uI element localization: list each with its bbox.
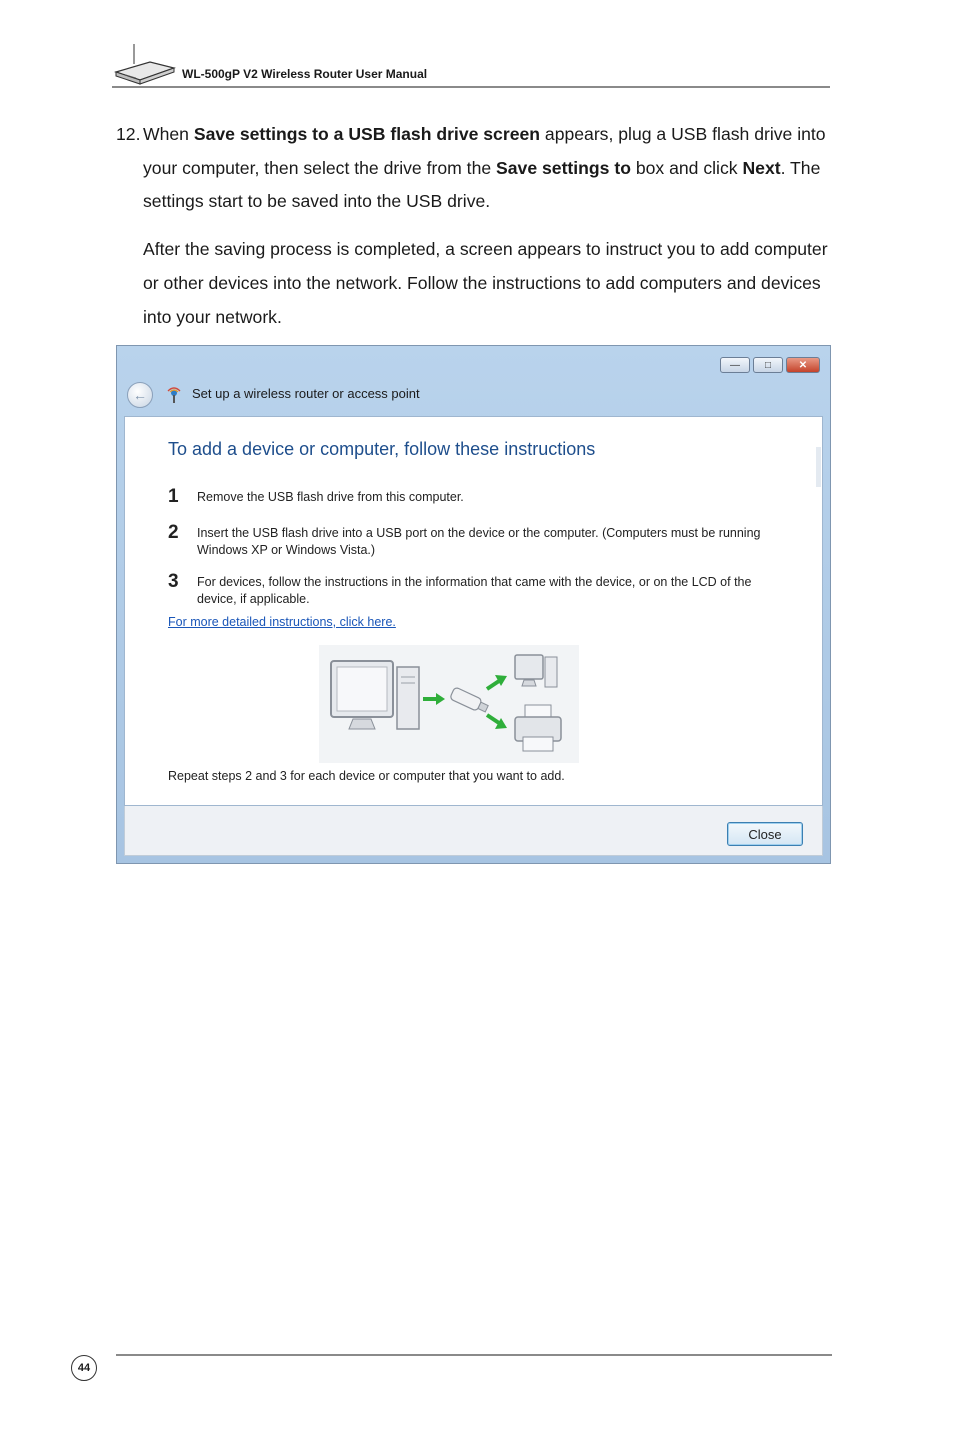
window-controls (720, 357, 820, 373)
step-number: 12. (116, 124, 141, 144)
computer-icon (515, 655, 557, 687)
minimize-icon[interactable]: — (720, 357, 750, 373)
header-divider (112, 86, 830, 88)
wizard-window (116, 345, 831, 864)
wizard-content (124, 416, 823, 806)
arrow-icon (423, 693, 445, 705)
maximize-icon[interactable]: □ (753, 357, 783, 373)
step-text (143, 118, 836, 219)
step-text-1: When (143, 124, 194, 144)
network-icon (165, 386, 183, 404)
step-12 (116, 118, 836, 219)
scrollbar[interactable] (816, 447, 821, 487)
step-text-3: box and click (630, 157, 743, 178)
instruction-text: For devices, follow the instructions in the information that came with the device, or on the LCD of the device, if applicable. (197, 575, 752, 606)
page-header (112, 42, 832, 88)
step-bold-2: Save settings to (496, 157, 631, 178)
instruction-2 (168, 522, 788, 559)
repeat-steps-text: Repeat steps 2 and 3 for each device or computer that you want to add. (168, 769, 565, 783)
instruction-number: 3 (168, 571, 179, 592)
printer-icon (515, 705, 561, 751)
instruction-number: 2 (168, 522, 179, 543)
wizard-heading: To add a device or computer, follow these instructions (168, 439, 596, 459)
usb-setup-illustration (319, 645, 579, 763)
page-number: 44 (71, 1355, 97, 1381)
router-logo-icon (112, 42, 176, 86)
close-button[interactable]: Close (727, 822, 803, 846)
instruction-number: 1 (168, 486, 179, 507)
after-saving-paragraph: After the saving process is completed, a screen appears to instruct you to add computer or other devices into the network. Follow the instructions to add computers and devices into your network. (143, 239, 828, 327)
instruction-1 (168, 486, 788, 507)
window-title: Set up a wireless router or access point (192, 386, 420, 401)
step-text-4: . The settings start to be saved into the USB drive. (143, 157, 821, 211)
close-icon[interactable]: ✕ (786, 357, 820, 373)
back-arrow-icon[interactable]: ← (127, 382, 153, 408)
usb-drive-icon (450, 687, 490, 715)
detailed-instructions-link[interactable]: For more detailed instructions, click here. (168, 615, 396, 629)
step-bold-3: Next (742, 157, 781, 178)
manual-title: WL-500gP V2 Wireless Router User Manual (182, 67, 428, 81)
wizard-footer (124, 806, 823, 856)
arrow-icon (487, 675, 507, 729)
footer-divider (116, 1354, 832, 1356)
computer-icon (331, 661, 419, 729)
instruction-3 (168, 571, 788, 608)
instruction-text: Insert the USB flash drive into a USB port on the device or the computer. (Computers must be running Windows XP or Windows Vista.) (197, 526, 761, 557)
instruction-text: Remove the USB flash drive from this computer. (197, 490, 464, 504)
step-bold-1: Save settings to a USB flash drive screen (193, 124, 541, 144)
step-text-2: appears, plug a USB flash drive into your computer, then select the drive from the (143, 124, 826, 178)
